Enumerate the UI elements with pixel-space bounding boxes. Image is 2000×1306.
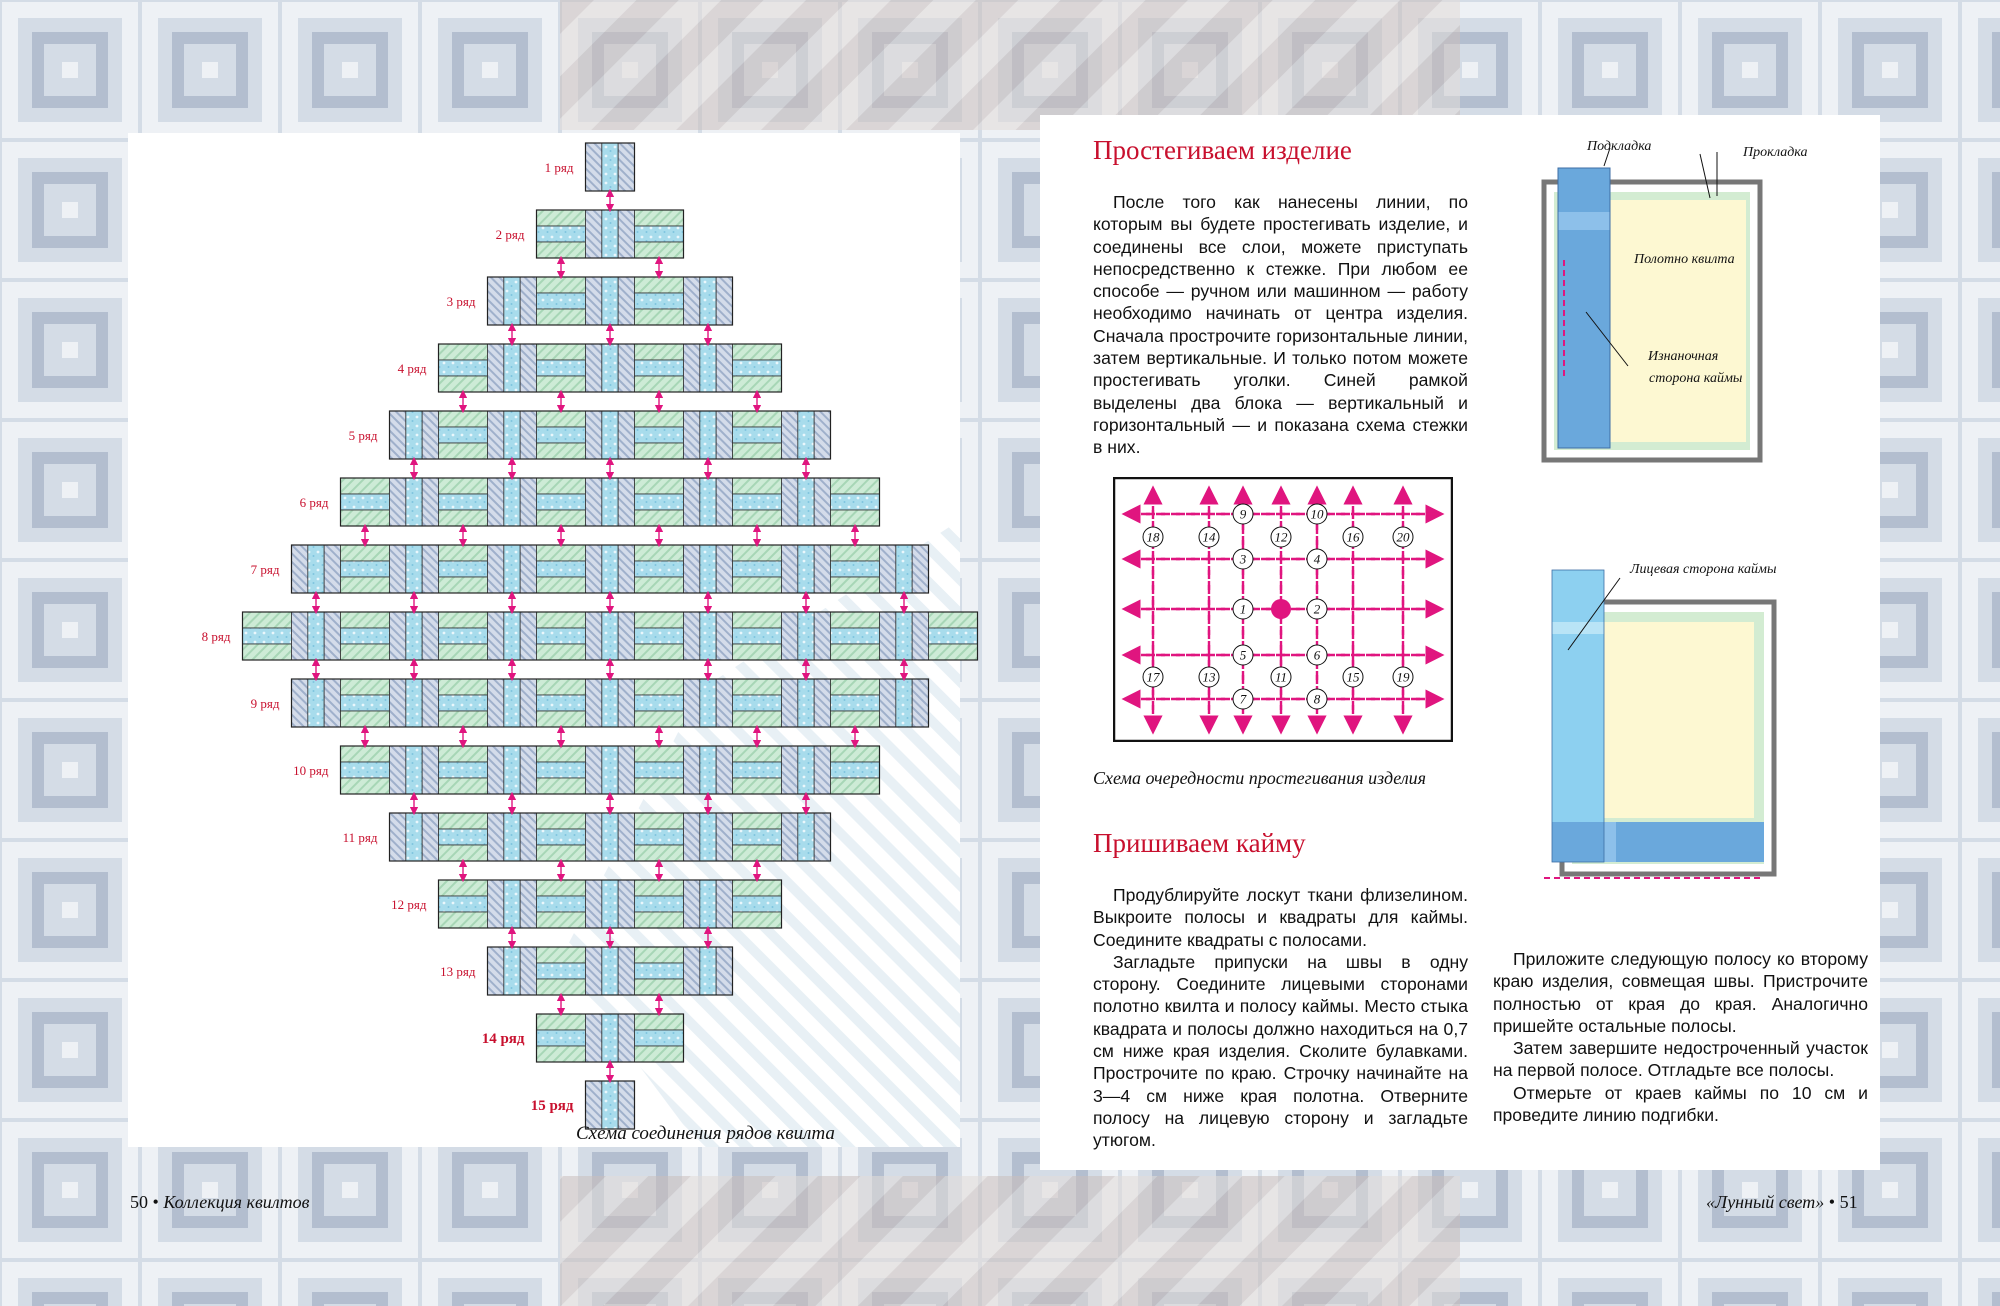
stitch-number: [1393, 667, 1413, 687]
quilt-block: [635, 344, 684, 392]
svg-text:8: 8: [1313, 691, 1321, 707]
stitching-order-diagram: [1113, 477, 1453, 742]
quilt-block: [733, 411, 782, 459]
quilt-block: [684, 478, 733, 526]
svg-text:9: 9: [1239, 506, 1247, 522]
stitch-number: [1271, 667, 1291, 687]
quilt-block: [684, 880, 733, 928]
quilt-block: [684, 277, 733, 325]
quilt-block: [831, 478, 880, 526]
right-footer: [1706, 1192, 1858, 1213]
row-label: 15 ряд: [530, 1098, 574, 1114]
quilt-block: [733, 344, 782, 392]
quilt-block: [831, 545, 880, 593]
quilt-block: [684, 411, 733, 459]
quilt-block: [390, 679, 439, 727]
svg-text:7: 7: [1239, 691, 1247, 707]
row-label: 7 ряд: [250, 562, 280, 577]
svg-text:1: 1: [1239, 601, 1247, 617]
quilt-block: [684, 746, 733, 794]
label-back-binding-1: Изнаночная: [1648, 349, 1719, 364]
quilt-block: [439, 813, 488, 861]
svg-text:12: 12: [1274, 529, 1288, 545]
quilt-block: [684, 679, 733, 727]
quilt-block: [586, 746, 635, 794]
quilt-block: [488, 813, 537, 861]
quilt-block: [733, 679, 782, 727]
right-footer-separator: •: [1828, 1192, 1836, 1212]
quilt-block: [782, 813, 831, 861]
row-label: 13 ряд: [440, 964, 476, 979]
label-lining: Подкладка: [1587, 139, 1652, 154]
quilt-block: [488, 679, 537, 727]
stitch-number: [1233, 599, 1253, 619]
quilt-block: [390, 478, 439, 526]
quilt-block: [635, 411, 684, 459]
label-back-binding-2: сторона каймы: [1649, 371, 1743, 386]
quilt-block: [243, 612, 292, 660]
svg-text:5: 5: [1239, 647, 1247, 663]
row-label: 5 ряд: [348, 428, 378, 443]
quilt-block: [439, 612, 488, 660]
label-batting: Прокладка: [1743, 145, 1808, 160]
stitch-number: [1307, 689, 1327, 709]
quilt-block: [292, 679, 341, 727]
left-footer-separator: •: [152, 1192, 159, 1212]
row-label: 2 ряд: [495, 227, 525, 242]
quilt-block: [635, 545, 684, 593]
quilt-block: [782, 411, 831, 459]
quilt-block: [341, 746, 390, 794]
quilt-block: [635, 1014, 684, 1062]
quilt-block: [929, 612, 978, 660]
quilt-block: [390, 612, 439, 660]
paragraph-fold-line: Отмерьте от краев каймы по 10 см и проведите линию подгибки.: [1493, 1082, 1868, 1126]
paragraph-finish: Затем завершите недостроченный участок на первой полосе. Отгладьте все полосы.: [1493, 1038, 1868, 1081]
svg-text:3: 3: [1239, 551, 1247, 567]
quilt-block: [537, 880, 586, 928]
quilt-block: [782, 478, 831, 526]
label-front-binding: Лицевая сторона каймы: [1630, 562, 1777, 577]
quilt-block: [684, 545, 733, 593]
label-quilt-top: Полотно квилта: [1634, 252, 1735, 267]
quilt-block: [635, 947, 684, 995]
left-page-number: 50: [130, 1192, 148, 1212]
stitch-number: [1307, 599, 1327, 619]
paragraph-binding-2: Загладьте припуски на швы в одну сторону. Соедините лицевыми сторонами полотно квилта и полосу каймы. Место стыка квадрата и полосы должно находиться на 0,7 см ниже края изделия. Сколите булавками. Прострочите по краю. Строчку начинайте на 3—4 см ниже края полотна. Отверните полосу на лицевую сторону и загладьте утюгом.: [1093, 951, 1468, 1151]
paragraph-next-strip: Приложите следующую полосу ко второму краю изделия, совмещая швы. Пристрочите полностью от края до края. Аналогично пришейте остальные полосы.: [1493, 949, 1868, 1036]
quilt-block: [586, 1014, 635, 1062]
row-label: 6 ряд: [299, 495, 329, 510]
row-label: 4 ряд: [397, 361, 427, 376]
quilt-block: [586, 612, 635, 660]
quilt-block: [733, 478, 782, 526]
quilt-block: [880, 545, 929, 593]
quilt-block: [635, 880, 684, 928]
quilt-block: [390, 545, 439, 593]
paragraph-binding-1: Продублируйте лоскут ткани флизелином. Выкроите полосы и квадраты для каймы. Соедините квадраты с полосами.: [1093, 885, 1468, 950]
quilt-block: [733, 813, 782, 861]
quilt-block: [733, 545, 782, 593]
stitch-number: [1233, 645, 1253, 665]
quilt-block: [488, 478, 537, 526]
quilt-block: [390, 411, 439, 459]
stitch-number: [1233, 549, 1253, 569]
text-binding: [1093, 884, 1468, 1152]
heading-quilting: Простегиваем изделие: [1093, 135, 1352, 165]
stitch-number: [1307, 504, 1327, 524]
quilt-block: [586, 947, 635, 995]
quilt-block: [880, 679, 929, 727]
quilt-block: [537, 411, 586, 459]
quilt-block: [635, 746, 684, 794]
quilt-block: [488, 947, 537, 995]
quilt-block: [635, 210, 684, 258]
quilt-block: [733, 880, 782, 928]
svg-text:18: 18: [1146, 529, 1160, 545]
row-label: 8 ряд: [201, 629, 231, 644]
quilt-block: [341, 679, 390, 727]
quilt-block: [537, 478, 586, 526]
svg-text:4: 4: [1313, 551, 1321, 567]
quilt-block: [537, 947, 586, 995]
svg-text:2: 2: [1313, 601, 1321, 617]
quilt-block: [635, 478, 684, 526]
quilt-block: [586, 880, 635, 928]
quilt-block: [635, 679, 684, 727]
quilt-block: [537, 210, 586, 258]
quilt-block: [684, 813, 733, 861]
quilt-block: [537, 1014, 586, 1062]
text-binding-continued: [1493, 948, 1868, 1126]
quilt-block: [831, 612, 880, 660]
svg-text:11: 11: [1274, 669, 1288, 685]
quilt-block: [586, 679, 635, 727]
quilt-block: [586, 1081, 635, 1129]
stitch-number: [1233, 504, 1253, 524]
center-point: [1271, 599, 1291, 619]
quilt-block: [439, 746, 488, 794]
svg-text:10: 10: [1310, 506, 1324, 522]
stitch-number: [1307, 549, 1327, 569]
stitch-number: [1307, 645, 1327, 665]
stitching-order-caption: Схема очередности простегивания изделия: [1093, 768, 1427, 788]
quilt-block: [586, 411, 635, 459]
quilt-block: [390, 746, 439, 794]
svg-text:15: 15: [1346, 669, 1360, 685]
quilt-block: [292, 545, 341, 593]
quilt-block: [635, 277, 684, 325]
quilt-block: [684, 612, 733, 660]
quilt-block: [684, 344, 733, 392]
row-label: 9 ряд: [250, 696, 280, 711]
quilt-block: [390, 813, 439, 861]
quilt-block: [439, 344, 488, 392]
stitch-number: [1343, 527, 1363, 547]
svg-text:16: 16: [1346, 529, 1360, 545]
quilt-block: [488, 746, 537, 794]
right-footer-title: «Лунный свет»: [1706, 1192, 1825, 1212]
row-label: 11 ряд: [342, 830, 378, 845]
quilt-block: [341, 545, 390, 593]
quilt-block: [831, 679, 880, 727]
stitch-number: [1393, 527, 1413, 547]
quilt-block: [537, 545, 586, 593]
quilt-block: [537, 679, 586, 727]
stitch-number: [1343, 667, 1363, 687]
quilt-block: [880, 612, 929, 660]
quilt-block: [733, 746, 782, 794]
stitch-number: [1199, 667, 1219, 687]
row-assembly-caption: Схема соединения рядов квилта: [576, 1123, 835, 1144]
stitch-number: [1199, 527, 1219, 547]
quilt-block: [488, 411, 537, 459]
quilt-block: [684, 947, 733, 995]
quilt-block: [537, 746, 586, 794]
quilt-block: [733, 612, 782, 660]
row-label: 10 ряд: [293, 763, 329, 778]
quilt-block: [439, 478, 488, 526]
quilt-block: [341, 612, 390, 660]
quilt-block: [586, 545, 635, 593]
left-footer-title: Коллекция квилтов: [163, 1192, 310, 1212]
binding-back-diagram: [1530, 120, 1790, 480]
quilt-block: [782, 679, 831, 727]
svg-text:17: 17: [1146, 669, 1160, 685]
quilt-block: [292, 612, 341, 660]
quilt-block: [488, 344, 537, 392]
quilt-block: [439, 411, 488, 459]
quilt-block: [488, 277, 537, 325]
quilt-block: [586, 813, 635, 861]
stitch-number: [1271, 527, 1291, 547]
paragraph-quilting: После того как нанесены линии, по которым вы будете простегивать изделие, и соединены все слои, можете приступать непосредственно к стежке. При любом ее способе — ручном или машинном — работу необходимо начинать от центра изделия. Сначала прострочите горизонтальные линии, затем вертикальные. И только потом можете простегивать уголки. Синей рамкой выделены два блока — вертикальный и горизонтальный — и показана схема стежки в них.: [1093, 192, 1468, 458]
quilt-block: [635, 813, 684, 861]
quilt-block: [537, 344, 586, 392]
quilt-block: [537, 612, 586, 660]
quilt-block: [537, 277, 586, 325]
quilt-block: [488, 880, 537, 928]
quilt-block: [635, 612, 684, 660]
quilt-block: [782, 746, 831, 794]
stitch-number: [1143, 667, 1163, 687]
quilt-block: [488, 612, 537, 660]
svg-text:14: 14: [1202, 529, 1216, 545]
stitch-number: [1233, 689, 1253, 709]
svg-text:6: 6: [1313, 647, 1321, 663]
quilt-block: [586, 478, 635, 526]
quilt-block: [586, 210, 635, 258]
svg-text:13: 13: [1202, 669, 1216, 685]
quilt-block: [782, 545, 831, 593]
quilt-block: [439, 679, 488, 727]
quilt-block: [831, 746, 880, 794]
row-label: 3 ряд: [446, 294, 476, 309]
row-label: 12 ряд: [391, 897, 427, 912]
quilt-block: [586, 277, 635, 325]
row-label: 1 ряд: [544, 160, 574, 175]
row-label: 14 ряд: [481, 1031, 525, 1047]
quilt-block: [488, 545, 537, 593]
quilt-block: [782, 612, 831, 660]
svg-text:20: 20: [1396, 529, 1410, 545]
svg-text:19: 19: [1396, 669, 1410, 685]
quilt-block: [586, 344, 635, 392]
quilt-block: [439, 880, 488, 928]
stitch-number: [1143, 527, 1163, 547]
left-footer: [130, 1192, 309, 1213]
heading-binding: Пришиваем кайму: [1093, 828, 1306, 858]
right-page-number: 51: [1839, 1192, 1858, 1212]
text-quilting: [1093, 191, 1468, 459]
quilt-block: [537, 813, 586, 861]
quilt-block: [341, 478, 390, 526]
quilt-block: [439, 545, 488, 593]
binding-front-diagram: [1530, 560, 1790, 920]
quilt-block: [586, 143, 635, 191]
